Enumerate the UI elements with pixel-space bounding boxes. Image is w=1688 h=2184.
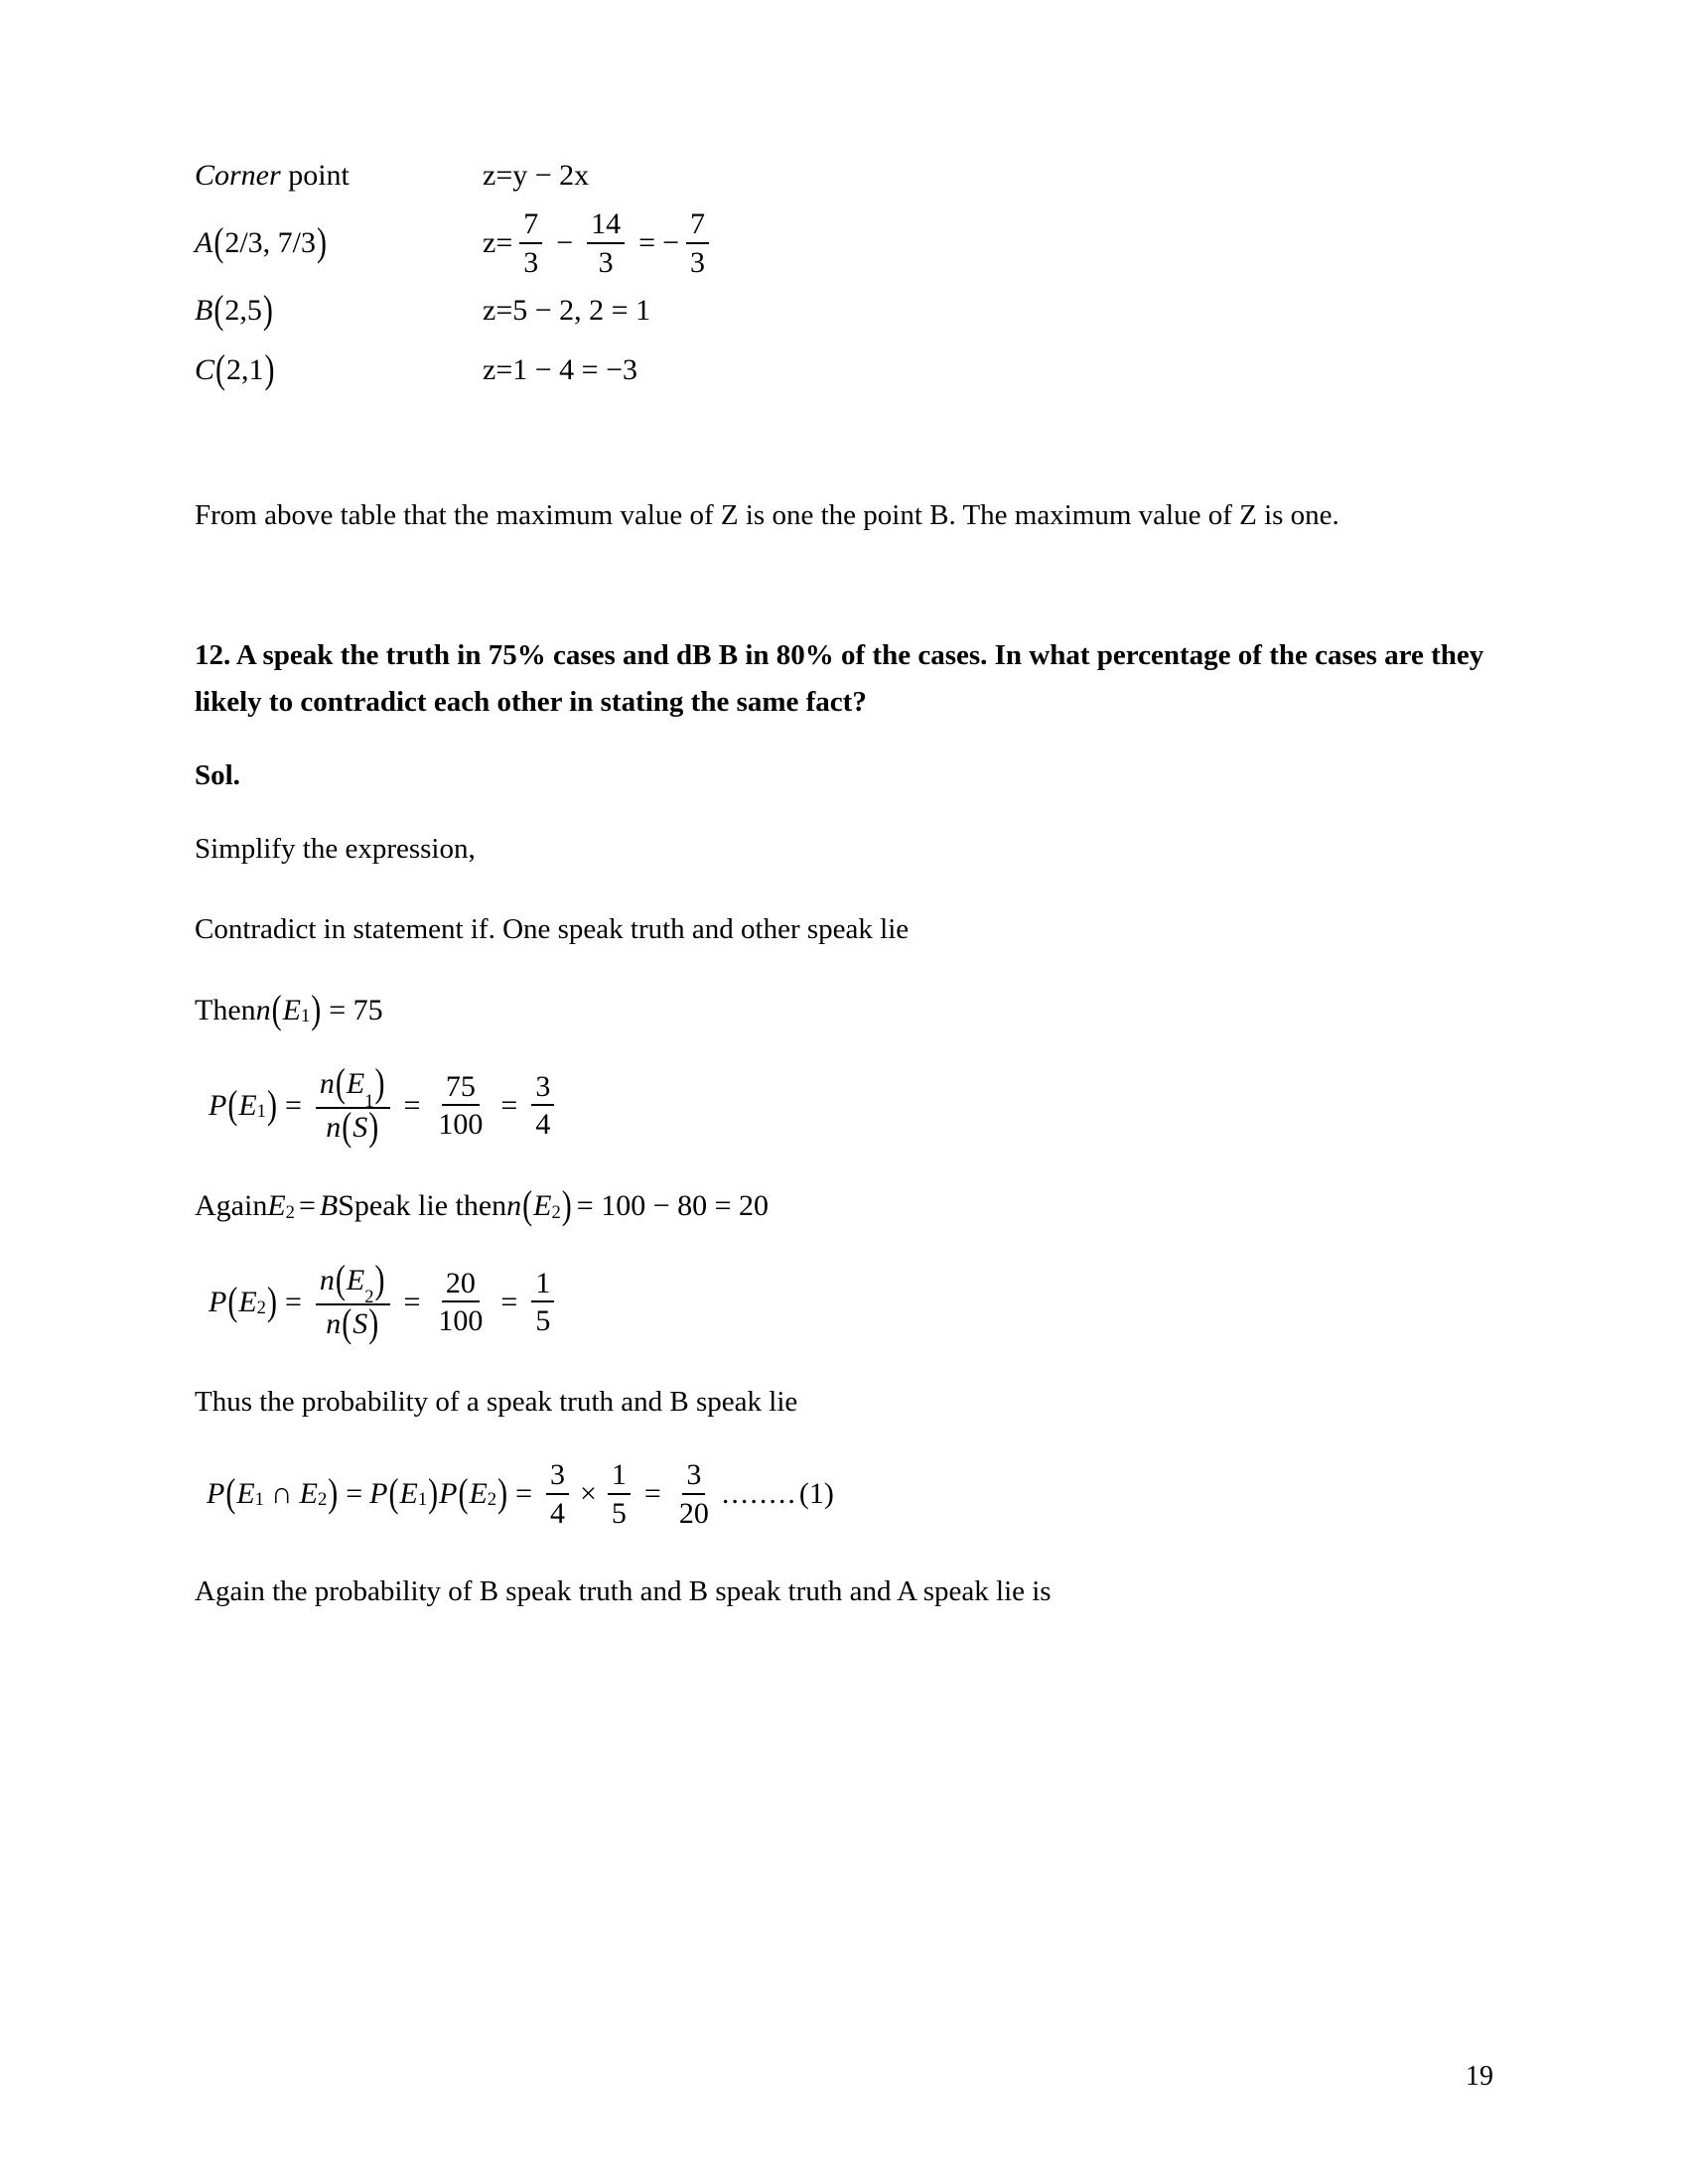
minus-operator: −: [556, 226, 574, 259]
close-paren-icon: ): [561, 1183, 572, 1228]
z-definition-text: z=y − 2x: [483, 159, 590, 192]
close-paren-icon: ): [428, 1471, 439, 1516]
then-line: [195, 987, 1485, 1035]
fraction-numerator: 3: [546, 1459, 569, 1495]
z-definition: [483, 159, 589, 193]
event-b-value: B: [319, 1189, 339, 1223]
open-paren-icon: (: [213, 288, 224, 333]
event-e2: E: [267, 1189, 286, 1223]
equals-operator: =: [500, 1088, 518, 1122]
n-function: n: [506, 1189, 522, 1223]
fraction-numerator: 20: [442, 1268, 480, 1303]
table-row: [195, 343, 830, 397]
event-e1: E: [399, 1477, 418, 1511]
open-paren-icon: (: [342, 1300, 352, 1346]
equals-operator: =: [500, 1285, 518, 1318]
conclusion-paragraph: From above table that the maximum value of Z is one the point B. The maximum value of Z is one.: [195, 499, 1339, 531]
fraction-n-e2-over-n-s: [316, 1258, 390, 1346]
event-subscript: 2: [317, 1489, 328, 1511]
fraction-numerator: 7: [519, 208, 542, 244]
equals-operator: =: [298, 1189, 316, 1223]
corner-point-header: [195, 159, 483, 193]
point-b-coords: 2,5: [224, 294, 262, 327]
equals-operator: =: [515, 1477, 532, 1511]
fraction-denominator: 4: [535, 1108, 551, 1142]
event-subscript: 2: [285, 1202, 295, 1223]
open-paren-icon: (: [522, 1183, 533, 1228]
point-c-coords: 2,1: [226, 353, 264, 386]
fraction-denominator: 3: [598, 245, 614, 279]
fraction-numerator: 7: [686, 208, 709, 244]
point-b-label: B: [195, 294, 213, 327]
speak-lie-text: Speak lie then: [338, 1189, 507, 1223]
close-paren-icon: ): [311, 987, 322, 1032]
question-12-heading: 12. A speak the truth in 75% cases and dB B in 80% of the cases. In what percentage of the cases are they likely to contradict each other in stating the same fact?: [195, 638, 1484, 718]
z-value-b: [483, 294, 650, 328]
point-word: point: [280, 159, 350, 192]
event-e2: E: [238, 1285, 257, 1318]
open-paren-icon: (: [335, 1061, 346, 1107]
fraction-numerator: [316, 1061, 390, 1112]
open-paren-icon: (: [271, 987, 282, 1032]
fraction-3-4: [546, 1459, 569, 1529]
event-subscript: 1: [300, 1006, 311, 1027]
fraction-denominator: 5: [535, 1304, 551, 1338]
fraction-denominator: 3: [690, 245, 705, 279]
fraction-numerator: 3: [682, 1459, 705, 1495]
corner-word: Corner: [195, 159, 281, 192]
p-symbol: P: [439, 1477, 458, 1511]
event-e2: E: [533, 1189, 552, 1223]
equals-operator: =: [643, 1477, 661, 1511]
then-prefix: Then: [195, 993, 256, 1026]
fraction-numerator: 75: [442, 1071, 480, 1107]
fraction-75-100: [434, 1071, 487, 1141]
page-number: 19: [1466, 2061, 1493, 2092]
solution-label: Sol.: [195, 758, 240, 791]
equals-operator: =: [403, 1088, 421, 1122]
equation-label: (1): [798, 1477, 834, 1511]
fraction-3-4: [531, 1071, 554, 1141]
close-paren-icon: ): [317, 220, 327, 265]
close-paren-icon: ): [264, 347, 275, 392]
event-e1: E: [346, 1067, 365, 1101]
again-prefix: Again: [195, 1189, 268, 1223]
thus-line: Thus the probability of a speak truth and B speak lie: [195, 1386, 798, 1419]
equals-operator: =: [284, 1088, 302, 1122]
event-subscript: 2: [487, 1489, 497, 1511]
fraction-denominator: 4: [550, 1496, 565, 1530]
point-a-expression: [195, 220, 483, 265]
event-subscript: 1: [256, 1101, 266, 1123]
again-e2-expression: [195, 1182, 773, 1231]
intersection-icon: ∩: [270, 1477, 293, 1511]
n-function: n: [255, 993, 271, 1026]
p-intersection-expression: [207, 1459, 1485, 1529]
fraction-numerator: 1: [531, 1268, 554, 1303]
close-paren-icon: ): [266, 1279, 277, 1324]
close-paren-icon: ): [374, 1061, 385, 1107]
event-e2: E: [469, 1477, 488, 1511]
equation-p-intersection: [195, 1459, 1485, 1529]
then-expression: [195, 987, 390, 1035]
n-function: n: [319, 1264, 335, 1297]
open-paren-icon: (: [213, 220, 224, 265]
fraction-numerator: 1: [608, 1459, 631, 1495]
open-paren-icon: (: [342, 1105, 352, 1150]
point-c-label: C: [195, 353, 215, 386]
event-e2: E: [299, 1477, 318, 1511]
point-a-coords: 2/3, 7/3: [224, 226, 316, 259]
objective-function-header: [483, 159, 589, 193]
close-paren-icon: ): [262, 288, 273, 333]
fraction-denominator: 20: [678, 1496, 709, 1530]
multiply-icon: ×: [580, 1477, 597, 1511]
event-subscript: 1: [364, 1090, 374, 1112]
close-paren-icon: ): [497, 1471, 508, 1516]
equals-operator: =: [638, 226, 656, 259]
point-b-expression: [195, 288, 483, 333]
sample-space-s: S: [352, 1110, 368, 1144]
event-e1: E: [238, 1088, 257, 1122]
z-value-b-expression: z=5 − 2, 2 = 1: [483, 294, 651, 327]
simplify-line: Simplify the expression,: [195, 832, 476, 865]
table-header-row: [195, 149, 830, 203]
fraction-denominator: 100: [438, 1108, 484, 1142]
fraction-numerator: 3: [531, 1071, 554, 1107]
event-subscript: 2: [256, 1297, 266, 1318]
fraction-20-100: [434, 1268, 487, 1337]
point-c-expression: [195, 347, 483, 392]
point-a-label: A: [195, 226, 213, 259]
corner-point-a: [195, 220, 483, 265]
p-symbol: P: [369, 1477, 388, 1511]
fraction-denominator: 3: [523, 245, 539, 279]
p-e2-expression: [209, 1258, 1485, 1346]
open-paren-icon: (: [458, 1471, 469, 1516]
page-content: [195, 149, 1485, 1649]
fraction-14-3: [587, 208, 625, 278]
corner-point-b: [195, 288, 483, 333]
corner-point-c: [195, 347, 483, 392]
open-paren-icon: (: [225, 1471, 236, 1516]
n-function: n: [326, 1306, 342, 1340]
fraction-numerator: [316, 1258, 390, 1308]
event-subscript: 1: [254, 1489, 264, 1511]
open-paren-icon: (: [335, 1258, 346, 1302]
final-line: Again the probability of B speak truth and B speak truth and A speak lie is: [195, 1575, 1052, 1608]
n-function: n: [319, 1067, 335, 1101]
event-subscript: 1: [417, 1489, 428, 1511]
equation-p-e1: [195, 1061, 1485, 1150]
fraction-3-20: [675, 1459, 713, 1529]
close-paren-icon: ): [368, 1105, 379, 1150]
open-paren-icon: (: [388, 1471, 399, 1516]
fraction-1-5: [531, 1268, 554, 1337]
fraction-denominator: 5: [611, 1496, 627, 1530]
fraction-denominator: 100: [438, 1304, 484, 1338]
corner-point-table: [195, 149, 830, 397]
fraction-result-7-3: [686, 208, 709, 278]
close-paren-icon: ): [328, 1471, 339, 1516]
close-paren-icon: ): [266, 1082, 277, 1128]
equals-operator: =: [346, 1477, 363, 1511]
z-value-c: [483, 353, 637, 387]
leader-dots: ........: [721, 1477, 797, 1511]
event-e1: E: [282, 993, 301, 1026]
z-value-c-expression: z=1 − 4 = −3: [483, 353, 637, 386]
event-e2: E: [346, 1264, 365, 1297]
table-row: [195, 284, 830, 338]
fraction-numerator: 14: [587, 208, 625, 244]
event-subscript: 2: [364, 1287, 374, 1308]
section-spacer: [195, 573, 1485, 632]
equals-operator: =: [284, 1285, 302, 1318]
close-paren-icon: ): [374, 1258, 385, 1302]
z-prefix: z=: [483, 226, 513, 259]
close-paren-icon: ): [368, 1300, 379, 1346]
contradict-line: Contradict in statement if. One speak truth and other speak lie: [195, 912, 910, 945]
p-e1-expression: [209, 1061, 1485, 1150]
again-e2-result: = 100 − 80 = 20: [576, 1189, 770, 1223]
open-paren-icon: (: [227, 1082, 238, 1128]
fraction-1-5: [608, 1459, 631, 1529]
equation-p-e2: [195, 1258, 1485, 1346]
p-symbol: P: [209, 1285, 227, 1318]
z-value-a: [483, 208, 716, 278]
table-row: [195, 208, 830, 278]
open-paren-icon: (: [215, 347, 226, 392]
again-e2-line: [195, 1182, 1485, 1231]
equals-75: = 75: [329, 993, 383, 1026]
event-e1: E: [236, 1477, 255, 1511]
event-subscript: 2: [551, 1202, 561, 1223]
fraction-7-3: [519, 208, 542, 278]
open-paren-icon: (: [227, 1279, 238, 1324]
fraction-n-e1-over-n-s: [316, 1061, 390, 1150]
sample-space-s: S: [352, 1306, 368, 1340]
n-function: n: [326, 1110, 342, 1144]
p-symbol: P: [207, 1477, 225, 1511]
result-sign: −: [662, 226, 679, 259]
z-value-a-expression: [483, 208, 716, 278]
fraction-denominator: [322, 1300, 383, 1346]
p-symbol: P: [209, 1088, 227, 1122]
fraction-denominator: [322, 1105, 383, 1150]
equals-operator: =: [403, 1285, 421, 1318]
